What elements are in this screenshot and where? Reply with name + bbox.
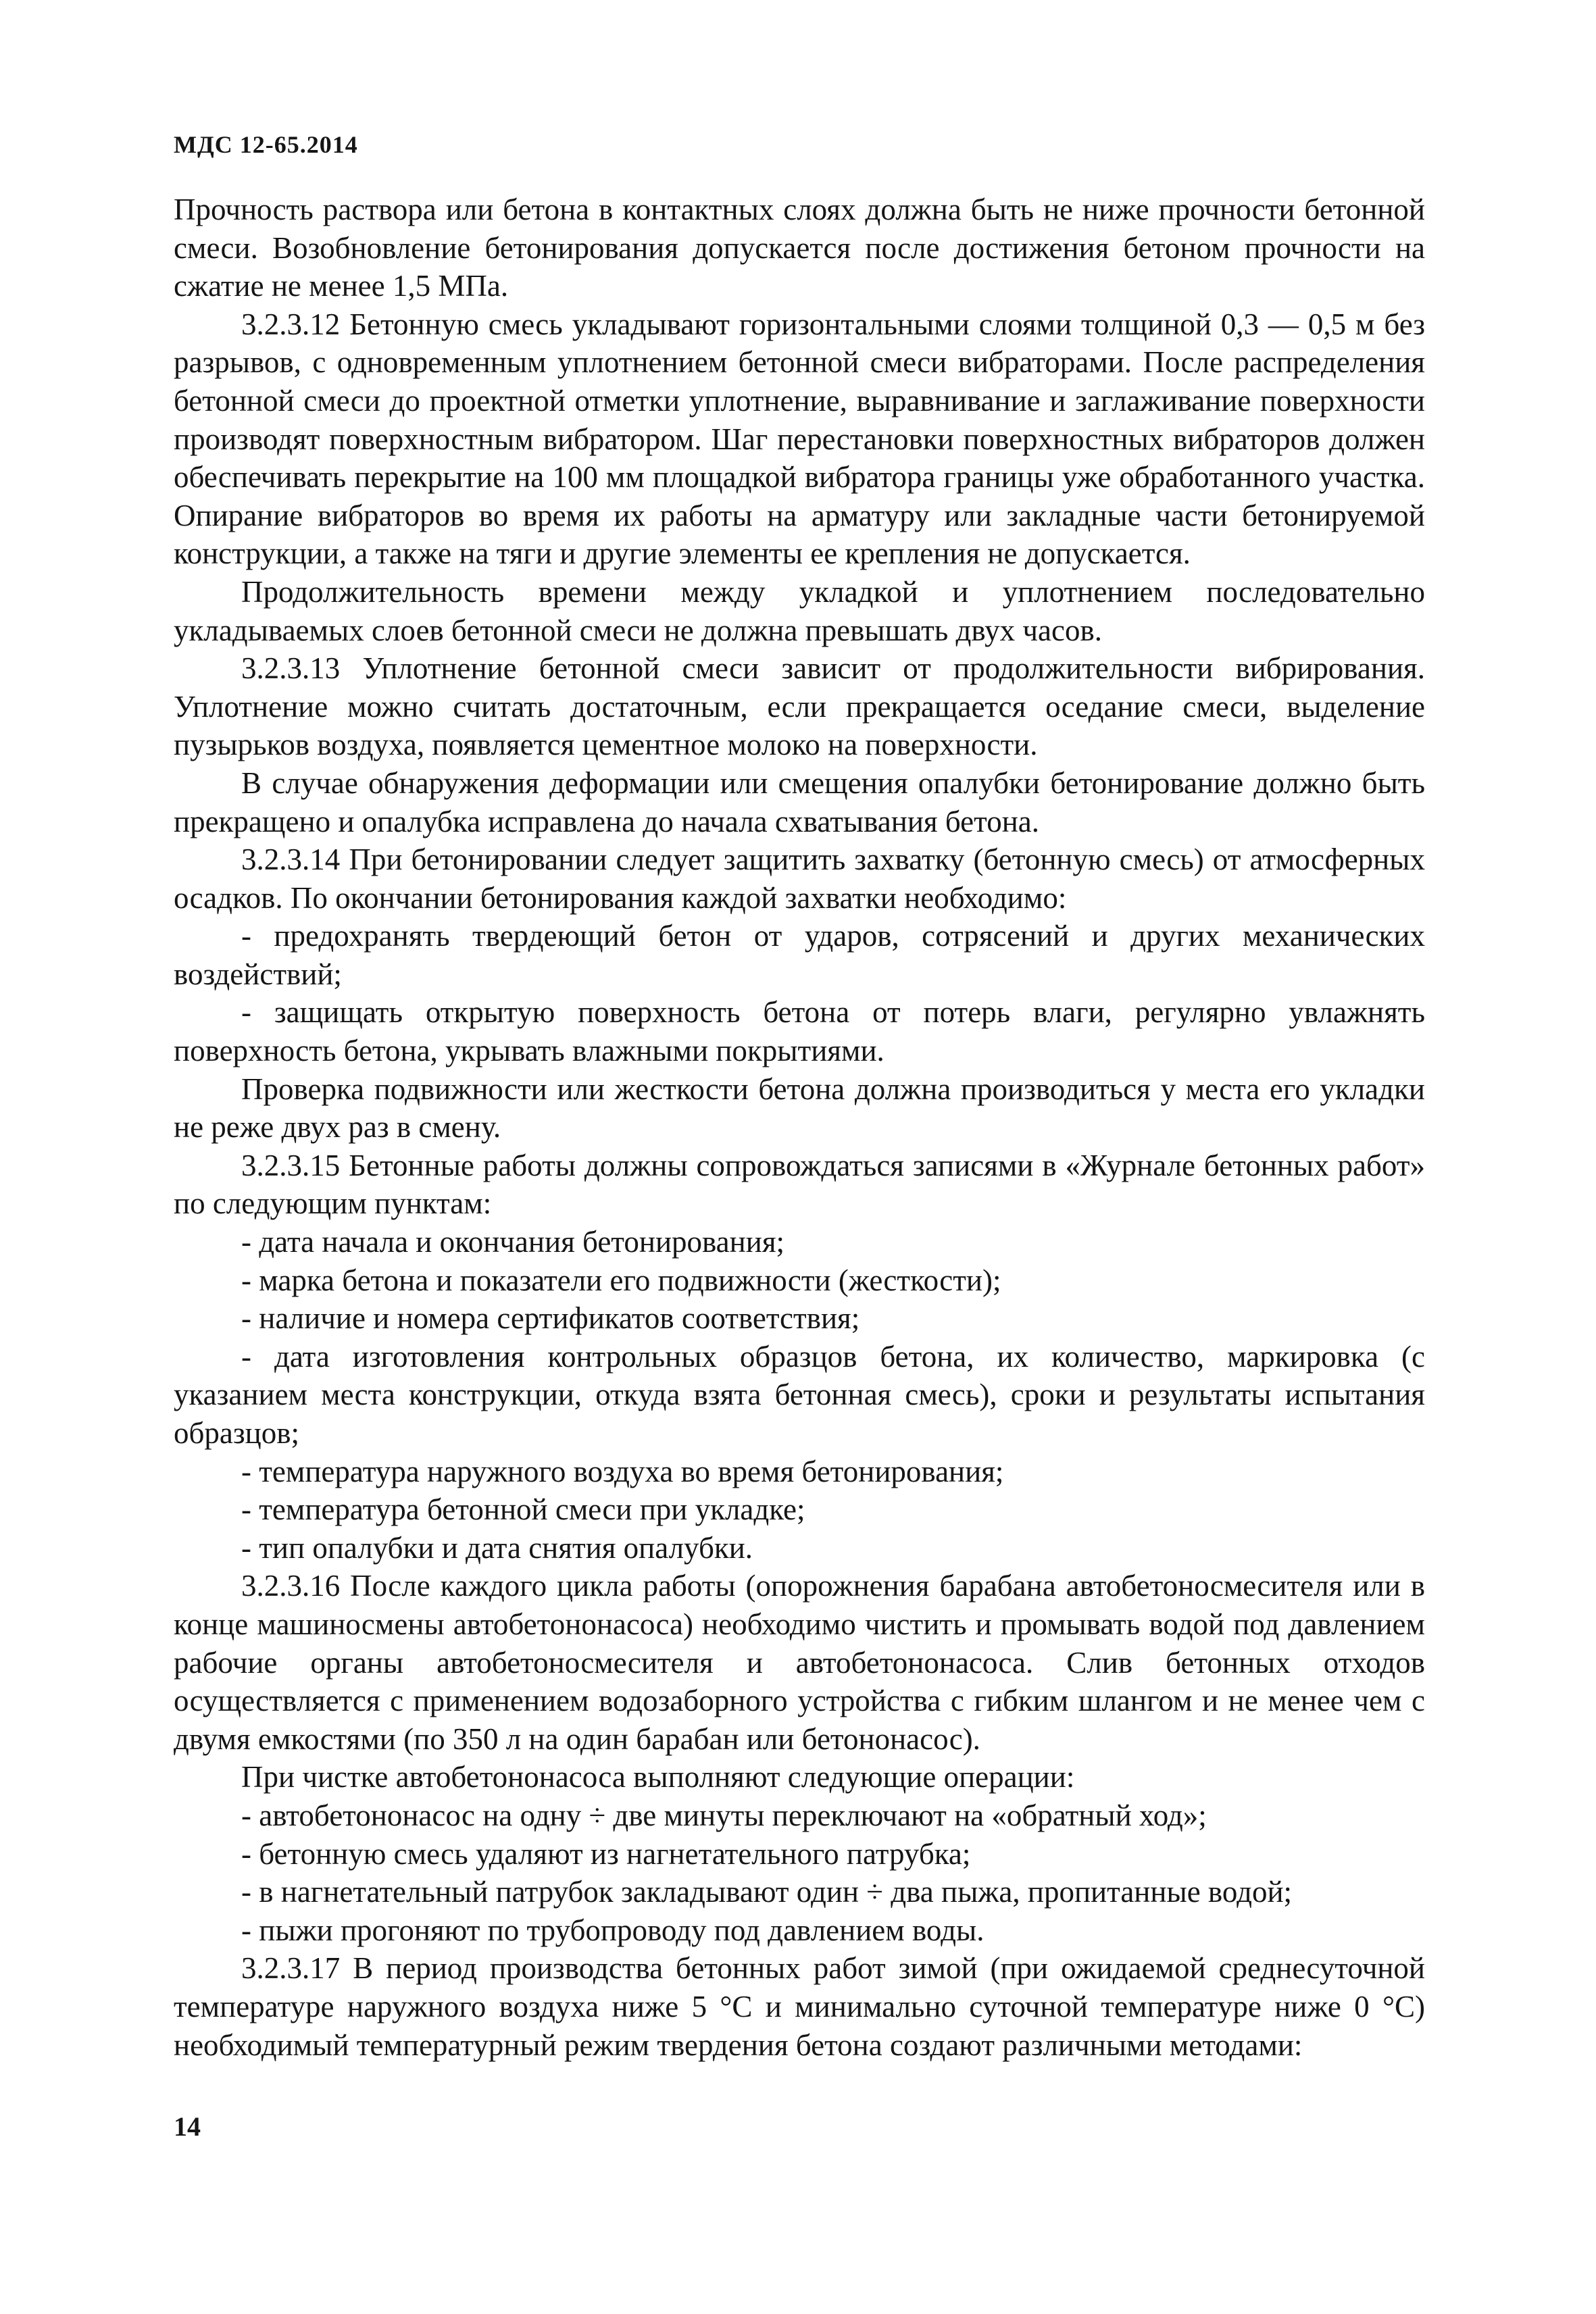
list-item: - тип опалубки и дата снятия опалубки. <box>241 1530 753 1565</box>
document-code-header: МДС 12-65.2014 <box>174 131 358 158</box>
paragraph-pump-cleaning: При чистке автобетононасоса выполняют следующие операции: <box>241 1760 1075 1794</box>
paragraph-3-2-3-14: 3.2.3.14 При бетонировании следует защитить захватку (бетонную смесь) от атмосферных осадков. По окончании бетонирования каждой захватки необходимо: <box>174 842 1425 915</box>
paragraph-3-2-3-16: 3.2.3.16 После каждого цикла работы (опорожнения барабана автобетоносмесителя или в конце машиносмены автобетононасоса) необходимо чистить и промывать водой под давлением рабочие органы автобетоносмесителя и автобетононасоса. Слив бетонных отходов осуществляется с применением водозаборного устройства с гибким шлангом и не менее чем с двумя емкостями (по 350 л на один барабан или бетононасос). <box>174 1569 1425 1756</box>
paragraph-formwork-deformation: В случае обнаружения деформации или смещения опалубки бетонирование должно быть прекращено и опалубка исправлена до начала схватывания бетона. <box>174 765 1425 838</box>
list-item: - дата изготовления контрольных образцов бетона, их количество, маркировка (с указанием места конструкции, откуда взята бетонная смесь), сроки и результаты испытания образцов; <box>174 1339 1425 1450</box>
list-item: - марка бетона и показатели его подвижности (жесткости); <box>241 1263 1001 1297</box>
document-body <box>174 191 1425 2064</box>
paragraph-3-2-3-15: 3.2.3.15 Бетонные работы должны сопровождаться записями в «Журнале бетонных работ» по следующим пунктам: <box>174 1148 1425 1221</box>
list-item: - автобетононасос на одну ÷ две минуты переключают на «обратный ход»; <box>241 1798 1207 1832</box>
list-item: - в нагнетательный патрубок закладывают один ÷ два пыжа, пропитанные водой; <box>241 1875 1293 1909</box>
page-number: 14 <box>174 2111 201 2142</box>
paragraph-layer-time: Продолжительность времени между укладкой и уплотнением последовательно укладываемых слоев бетонной смеси не должна превышать двух часов. <box>174 574 1425 647</box>
list-item: - предохранять твердеющий бетон от ударов, сотрясений и других механических воздействий; <box>174 919 1425 991</box>
paragraph-3-2-3-17: 3.2.3.17 В период производства бетонных работ зимой (при ожидаемой среднесуточной температуре наружного воздуха ниже 5 °С и минимально суточной температуре ниже 0 °С) необходимый температурный режим твердения бетона создают различными методами: <box>174 1951 1425 2062</box>
list-item: - защищать открытую поверхность бетона от потерь влаги, регулярно увлажнять поверхность бетона, укрывать влажными покрытиями. <box>174 995 1425 1068</box>
paragraph-concrete-strength: Прочность раствора или бетона в контактных слоях должна быть не ниже прочности бетонной смеси. Возобновление бетонирования допускается после достижения бетоном прочности на сжатие не менее 1,5 МПа. <box>174 193 1425 303</box>
list-item: - дата начала и окончания бетонирования; <box>241 1225 785 1259</box>
list-item: - температура наружного воздуха во время бетонирования; <box>241 1454 1004 1488</box>
paragraph-mobility-check: Проверка подвижности или жесткости бетона должна производиться у места его укладки не реже двух раз в смену. <box>174 1072 1425 1145</box>
paragraph-3-2-3-12: 3.2.3.12 Бетонную смесь укладывают горизонтальными слоями толщиной 0,3 — 0,5 м без разрывов, с одновременным уплотнением бетонной смеси вибраторами. После распределения бетонной смеси до проектной отметки уплотнение, выравнивание и заглаживание поверхности производят поверхностным вибратором. Шаг перестановки поверхностных вибраторов должен обеспечивать перекрытие на 100 мм площадкой вибратора границы уже обработанного участка. Опирание вибраторов во время их работы на арматуру или закладные части бетонируемой конструкции, а также на тяги и другие элементы ее крепления не допускается. <box>174 307 1425 571</box>
list-item: - бетонную смесь удаляют из нагнетательного патрубка; <box>241 1836 971 1871</box>
list-item: - температура бетонной смеси при укладке; <box>241 1492 805 1527</box>
list-item: - наличие и номера сертификатов соответствия; <box>241 1301 860 1336</box>
paragraph-3-2-3-13: 3.2.3.13 Уплотнение бетонной смеси зависит от продолжительности вибрирования. Уплотнение можно считать достаточным, если прекращается оседание смеси, выделение пузырьков воздуха, появляется цементное молоко на поверхности. <box>174 651 1425 762</box>
list-item: - пыжи прогоняют по трубопроводу под давлением воды. <box>241 1913 984 1947</box>
